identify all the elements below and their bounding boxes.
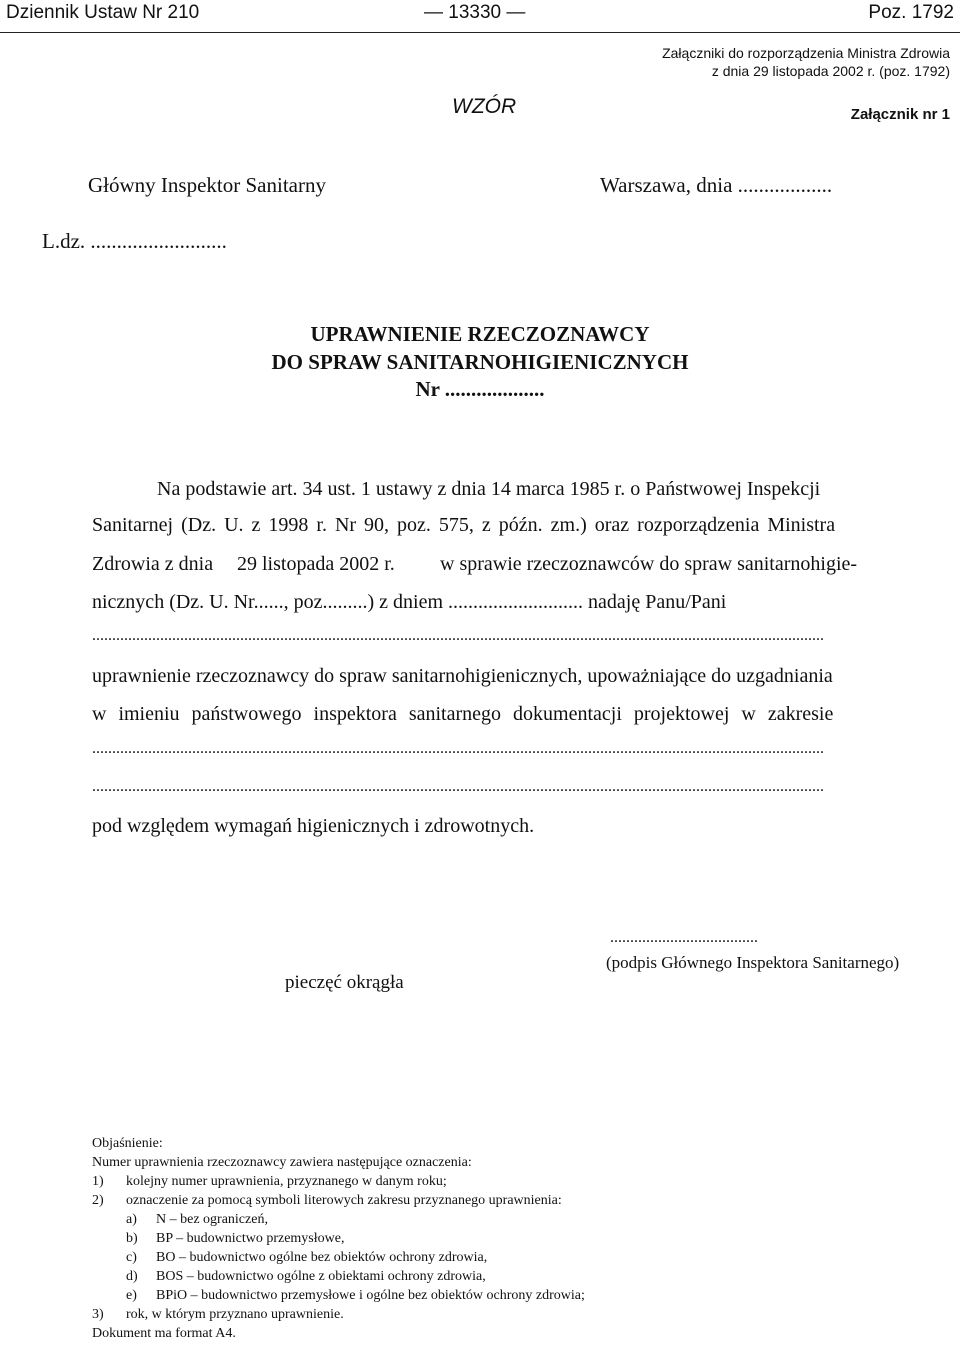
notes-item: 2) oznaczenie za pomocą symboli literowych zakresu przyznanego uprawnienia: xyxy=(92,1193,562,1208)
journal-title: Dziennik Ustaw Nr 210 xyxy=(6,2,200,23)
notes-item: 3) rok, w którym przyznano uprawnienie. xyxy=(92,1307,344,1322)
body-line-3c: w sprawie rzeczoznawców do spraw sanitarnohigie- xyxy=(440,553,858,575)
body-line-7: pod względem wymagań higienicznych i zdrowotnych. xyxy=(92,815,535,837)
date-line: Warszawa, dnia .................. xyxy=(600,173,833,197)
notes-footer: Dokument ma format A4. xyxy=(92,1326,236,1341)
signature-caption: (podpis Głównego Inspektora Sanitarnego) xyxy=(606,953,900,972)
document-title-line2: DO SPRAW SANITARNOHIGIENICZNYCH xyxy=(271,350,689,374)
body-line-3a: Zdrowia z dnia xyxy=(92,553,214,575)
explanation-notes xyxy=(92,1134,585,1343)
body-line-3b: 29 listopada 2002 r. xyxy=(237,553,395,575)
form-label: WZÓR xyxy=(452,95,517,118)
document-number: Nr ................... xyxy=(415,377,545,401)
attachments-note-line1: Załączniki do rozporządzenia Ministra Zdrowia xyxy=(662,45,950,61)
header-divider xyxy=(0,32,960,33)
body-line-6: w imieniu państwowego inspektora sanitarnego dokumentacji projektowej w zakresie xyxy=(92,703,834,725)
fill-line-2: ....................................................................................................................................................................................... xyxy=(92,740,824,757)
notes-subitem: e) BPiO – budownictwo przemysłowe i ogólne bez obiektów ochrony zdrowia; xyxy=(126,1288,585,1303)
notes-subitem: a) N – bez ograniczeń, xyxy=(126,1212,268,1227)
fill-line-1: ....................................................................................................................................................................................... xyxy=(92,627,824,644)
body-line-1: Na podstawie art. 34 ust. 1 ustawy z dnia 14 marca 1985 r. o Państwowej Inspekcji xyxy=(157,478,821,500)
page-number: — 13330 — xyxy=(424,2,526,23)
notes-subitem: d) BOS – budownictwo ogólne z obiektami ochrony zdrowia, xyxy=(126,1269,486,1284)
position-number: Poz. 1792 xyxy=(868,2,954,23)
attachment-number: Załącznik nr 1 xyxy=(850,106,950,123)
notes-subitem: b) BP – budownictwo przemysłowe, xyxy=(126,1231,345,1246)
notes-heading: Objaśnienie: xyxy=(92,1136,163,1151)
attachments-note-line2: z dnia 29 listopada 2002 r. (poz. 1792) xyxy=(711,63,950,79)
notes-intro: Numer uprawnienia rzeczoznawcy zawiera następujące oznaczenia: xyxy=(92,1155,472,1170)
document-title-line1: UPRAWNIENIE RZECZOZNAWCY xyxy=(310,322,650,346)
reference-number: L.dz. .......................... xyxy=(42,229,227,253)
fill-line-3: ....................................................................................................................................................................................... xyxy=(92,778,824,795)
notes-item: 1) kolejny numer uprawnienia, przyznanego w danym roku; xyxy=(92,1174,447,1189)
body-line-4: nicznych (Dz. U. Nr......, poz.........) z dniem ........................... nadaję Panu/Pani xyxy=(92,591,727,613)
issuer: Główny Inspektor Sanitarny xyxy=(88,173,326,197)
seal-label: pieczęć okrągła xyxy=(285,972,404,993)
body-line-2: Sanitarnej (Dz. U. z 1998 r. Nr 90, poz. 575, z późn. zm.) oraz rozporządzenia Ministra xyxy=(92,514,836,536)
body-line-5: uprawnienie rzeczoznawcy do spraw sanitarnohigienicznych, upoważniające do uzgadniania xyxy=(92,665,833,687)
notes-subitem: c) BO – budownictwo ogólne bez obiektów ochrony zdrowia, xyxy=(126,1250,488,1265)
attachments-note xyxy=(662,44,950,80)
signature-line: ..................................... xyxy=(610,929,758,946)
